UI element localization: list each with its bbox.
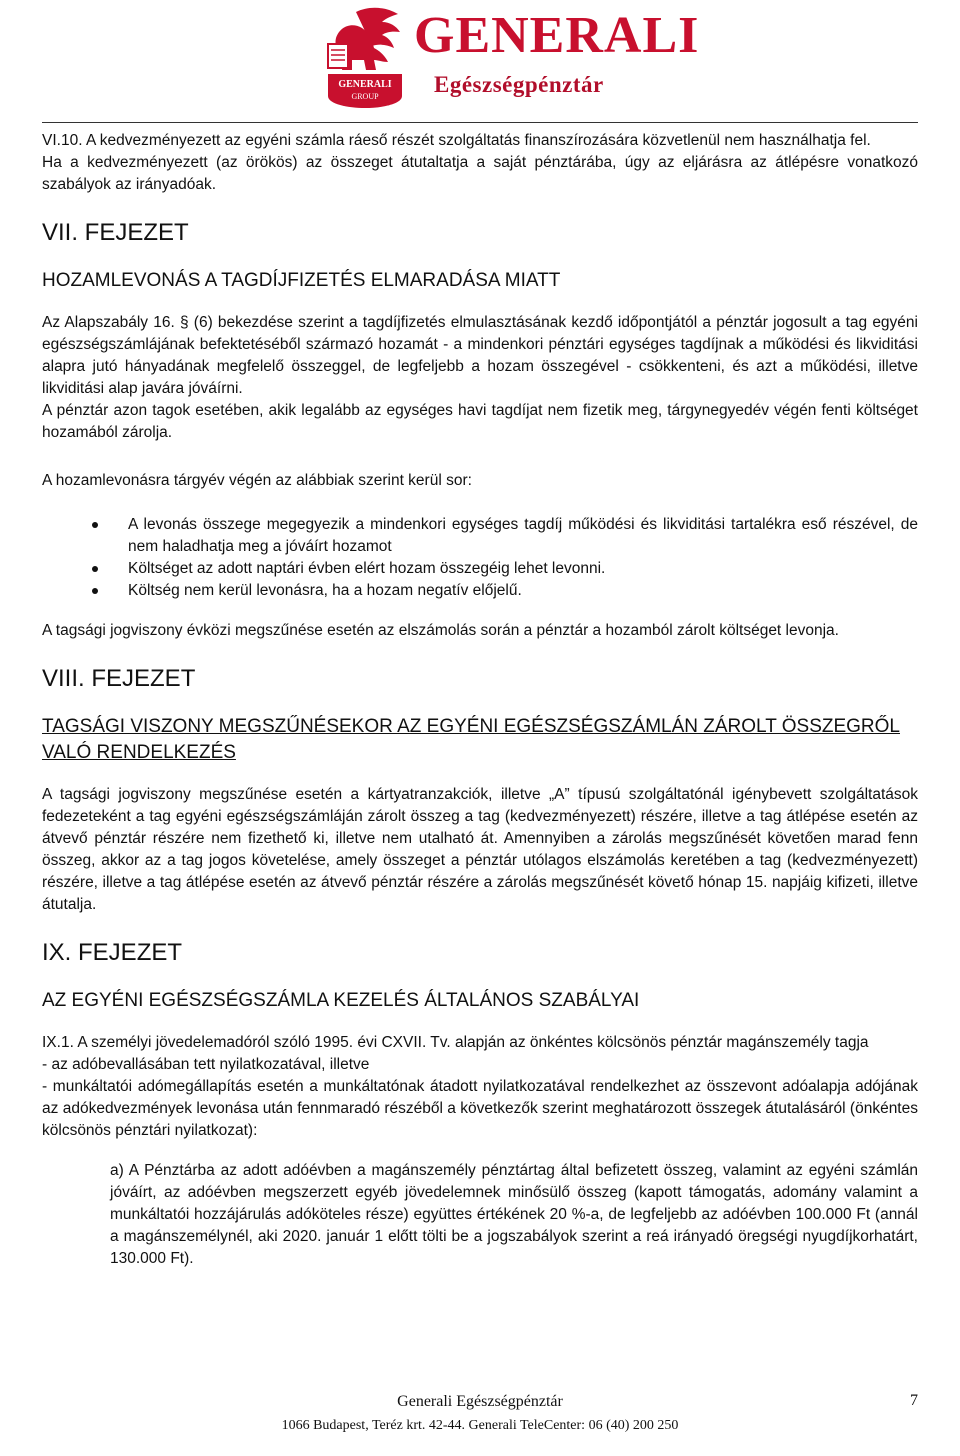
- paragraph-ix-4: a) A Pénztárba az adott adóévben a magánszemély pénztártag által befizetett összeg, valamint az egyéni számlán jóváírt, az adóévben megszerzett egyéb jövedelemnek minősülő összeg (kapott támogatás, adomány valamint a munkáltatói hozzájárulás adóköteles része) együttes értékének 20 %-a, de legfeljebb az adóévben 100.000 Ft (annál a magánszemélynél, aki 2020. január 1 előtt tölti be a jogszabályok szerint a reá irányadó öregségi nyugdíjkorhatárt, 130.000 Ft).: [110, 1162, 918, 1267]
- list-item-text: Költség nem kerül levonásra, ha a hozam negatív előjelű.: [128, 582, 522, 599]
- paragraph-ix-3: - munkáltatói adómegállapítás esetén a munkáltatónak átadott nyilatkozatával rendelkezhet az összevont adóalapja adójának az adókedvezmények levonása után fennmaradó részéből a következők szerint meghatározott összegek átutalásáról (önkéntes kölcsönös pénztári nyilatkozat):: [42, 1078, 918, 1139]
- document-body: [42, 130, 918, 1270]
- list-item-text: A levonás összege megegyezik a mindenkori egységes tagdíj működési és likviditási tartalékra eső részével, de nem haladhatja meg a jóváírt hozamot: [128, 516, 918, 555]
- brand-name: GENERALI: [414, 7, 700, 64]
- list-item: [42, 514, 918, 558]
- bullet-icon: [92, 588, 98, 594]
- chapter-title-ix: AZ EGYÉNI EGÉSZSÉGSZÁMLA KEZELÉS ÁLTALÁNOS SZABÁLYAI: [42, 990, 640, 1011]
- header-divider: [42, 122, 918, 123]
- logo-label-generali: GENERALI: [338, 79, 392, 90]
- chapter-title-vii: HOZAMLEVONÁS A TAGDÍJFIZETÉS ELMARADÁSA MIATT: [42, 270, 561, 291]
- paragraph-vii-3: A hozamlevonásra tárgyév végén az alábbiak szerint kerül sor:: [42, 472, 472, 489]
- brand-subtitle: Egészségpénztár: [434, 72, 604, 97]
- generali-lion-logo: [322, 4, 408, 108]
- paragraph-vi10-1: VI.10. A kedvezményezett az egyéni számla ráeső részét szolgáltatás finanszírozására közvetlenül nem használhatja fel.: [42, 132, 871, 149]
- footer-company-name: Generali Egészségpénztár: [397, 1393, 563, 1410]
- chapter-heading-vii: VII. FEJEZET: [42, 219, 189, 246]
- chapter-title-viii: TAGSÁGI VISZONY MEGSZŰNÉSEKOR AZ EGYÉNI EGÉSZSÉGSZÁMLÁN ZÁROLT ÖSSZEGRŐL VALÓ RENDELKEZÉS: [42, 716, 900, 763]
- paragraph-ix-1: IX.1. A személyi jövedelemadóról szóló 1995. évi CXVII. Tv. alapján az önkéntes kölcsönös pénztár magánszemély tagja: [42, 1034, 869, 1051]
- bullet-icon: [92, 522, 98, 528]
- paragraph-vi10-2: Ha a kedvezményezett (az örökös) az összeget átutaltatja a saját pénztárába, úgy az eljárásra az átlépésre vonatkozó szabályok az irányadóak.: [42, 154, 918, 193]
- paragraph-vii-2: A pénztár azon tagok esetében, akik legalább az egységes havi tagdíjat nem fizetik meg, tárgynegyedév végén fenti költséget hozamából zárolja.: [42, 402, 918, 441]
- bullet-icon: [92, 566, 98, 572]
- paragraph-viii-1: A tagsági jogviszony megszűnése esetén a kártyatranzakciók, illetve „A” típusú szolgáltatónál igénybevett szolgáltatások fedezeteként a tag egyéni egészségszámláján zárolt összeg a tag (kedvezményezett) részére, illetve a tag átlépése esetén az átvevő pénztár részére nem fizethető ki, illetve nem utalható át. Amennyiben a zárolás megszűnését követően marad fenn összeg, akkor az a tag jogos követelése, amely összeget a pénztár utólagos elszámolás keretében a tag (kedvezményezett) részére, illetve a tag átlépése esetén az átvevő pénztár részére a zárolás megszűnését követő hónap 15. napjáig kifizeti, illetve átutalja.: [42, 786, 918, 913]
- footer-address: 1066 Budapest, Teréz krt. 42-44. Generali TeleCenter: 06 (40) 200 250: [281, 1418, 679, 1433]
- page-number: 7: [910, 1392, 918, 1409]
- list-item: [42, 558, 918, 580]
- page-footer: [0, 1392, 960, 1436]
- page-header: [0, 0, 960, 118]
- paragraph-ix-2: - az adóbevallásában tett nyilatkozatával, illetve: [42, 1056, 370, 1073]
- list-item: [42, 580, 918, 602]
- chapter-heading-viii: VIII. FEJEZET: [42, 665, 196, 692]
- chapter-heading-ix: IX. FEJEZET: [42, 939, 183, 966]
- paragraph-vii-1: Az Alapszabály 16. § (6) bekezdése szerint a tagdíjfizetés elmulasztásának kezdő időpontjától a pénztár jogosult a tag egyéni egészségszámlájának befektetéséből származó hozamát - a mindenkori pénztári egységes tagdíjnak a működési és likviditási alapra jutó hányadának megfelelő összeggel, de legfeljebb a hozam összegével - csökkenteni, és azt a működési, illetve likviditási alap javára jóváírni.: [42, 314, 918, 397]
- logo-label-group: GROUP: [351, 92, 379, 101]
- bullet-list: [42, 514, 918, 602]
- list-item-text: Költséget az adott naptári évben elért hozam összegéig lehet levonni.: [128, 560, 606, 577]
- paragraph-vii-4: A tagsági jogviszony évközi megszűnése esetén az elszámolás során a pénztár a hozamból zárolt költséget levonja.: [42, 622, 839, 639]
